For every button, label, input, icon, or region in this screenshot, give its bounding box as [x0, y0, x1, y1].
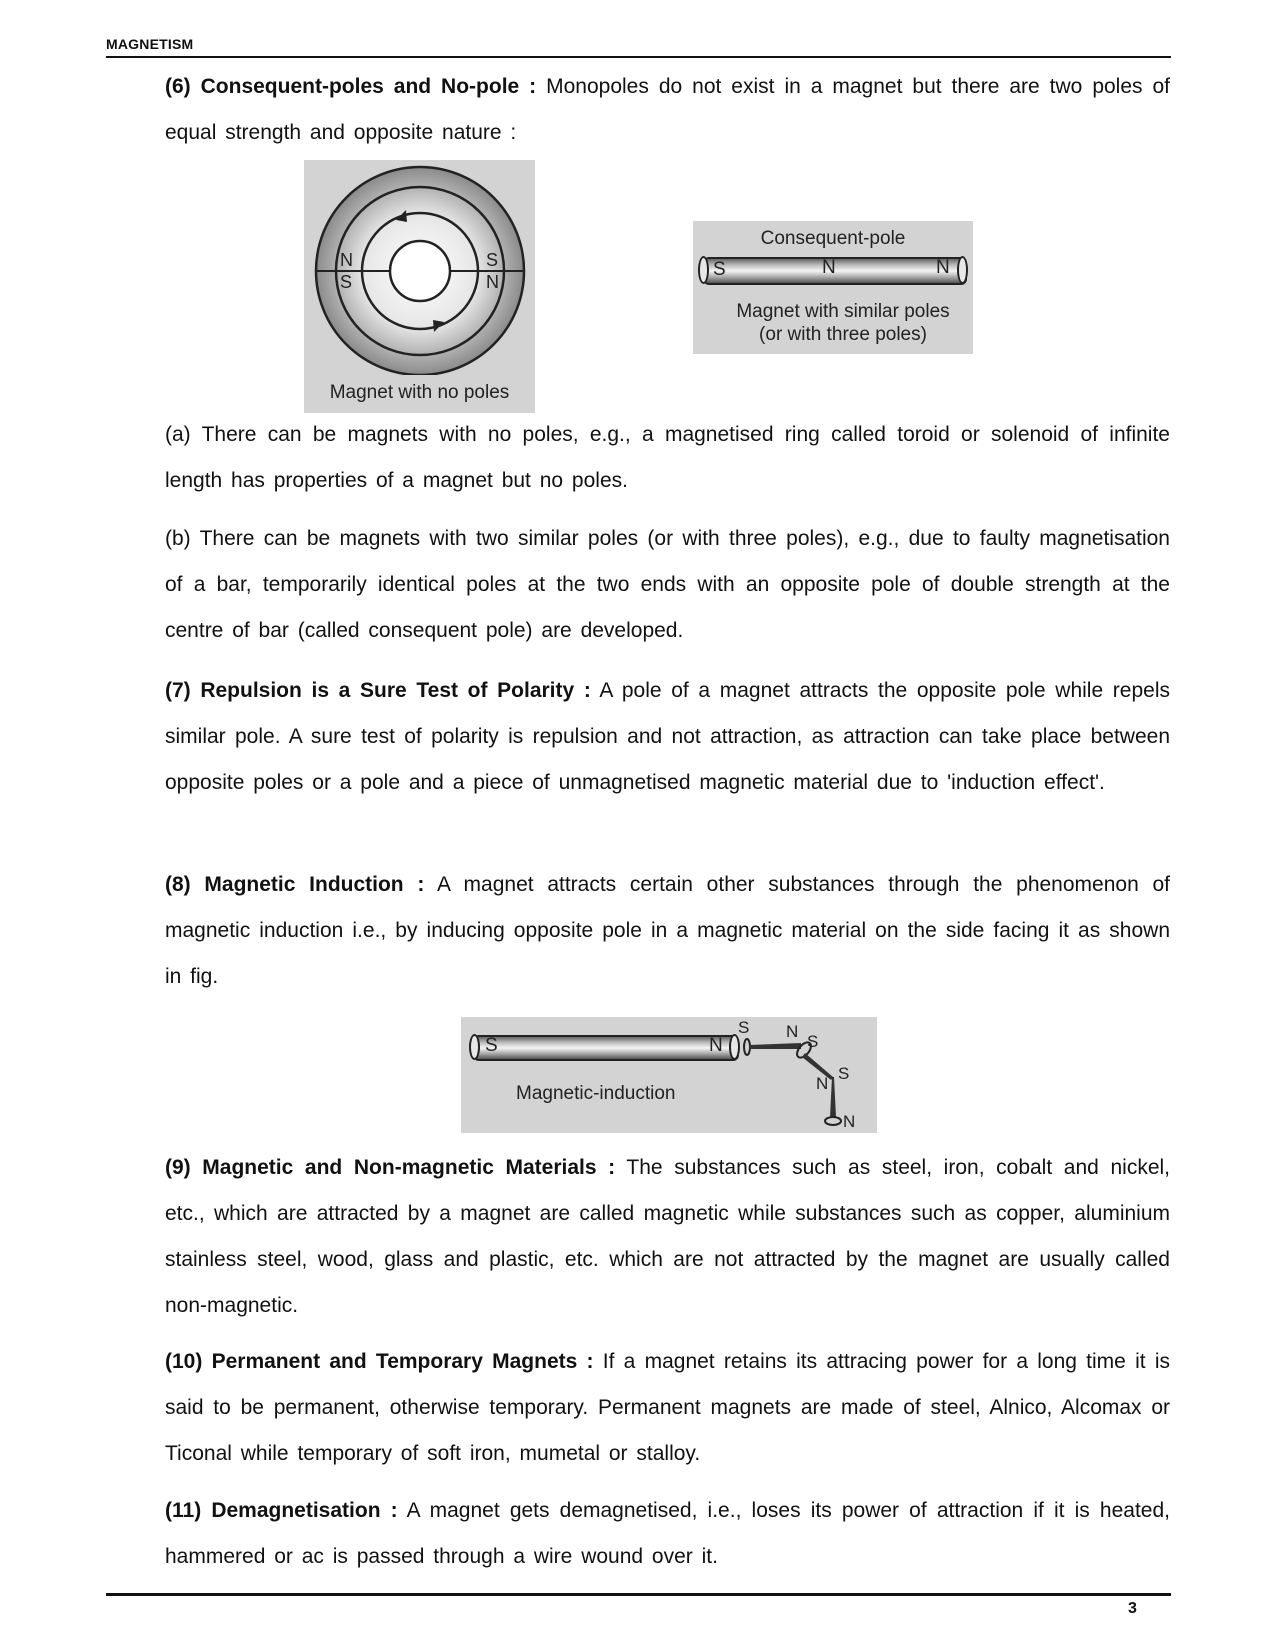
figure-ring-magnet [304, 160, 535, 413]
section-11-paragraph [165, 1488, 1170, 1580]
section-7-text: A pole of a magnet attracts the opposite pole while repels similar pole. A sure test of polarity is repulsion and not attraction, as attraction can take place between opposite poles or a pole and a piece of unmagnetised magnetic material due to 'induction effect'. [165, 679, 1170, 794]
induction-nails-diagram [461, 1017, 877, 1133]
section-6-text: Monopoles do not exist in a magnet but there are two poles of equal strength and opposite nature : [165, 75, 1170, 144]
section-9-paragraph [165, 1145, 1170, 1329]
section-11-heading: (11) Demagnetisation : [165, 1499, 398, 1522]
pole-label-centre: N [822, 257, 836, 278]
footer-rule [106, 1593, 1171, 1596]
nail1-label-s: S [738, 1018, 750, 1037]
nail2-label-s: S [807, 1032, 819, 1051]
section-6b-paragraph: (b) There can be magnets with two similar poles (or with three poles), e.g., due to faulty magnetisation of a bar, temporarily identical poles at the two ends with an opposite pole of double strength at the centre of bar (called consequent pole) are developed. [165, 527, 1170, 642]
ring-right-label-top: S [486, 250, 499, 270]
ring-left-label-bottom: S [340, 272, 353, 292]
page-number: 3 [1128, 1600, 1137, 1617]
bar-magnet-left-end [698, 256, 709, 284]
section-6a-paragraph: (a) There can be magnets with no poles, e.g., a magnetised ring called toroid or solenoid of infinite length has properties of a magnet but no poles. [165, 423, 1170, 492]
section-10-heading: (10) Permanent and Temporary Magnets : [165, 1350, 594, 1373]
section-10-paragraph [165, 1339, 1170, 1477]
section-7-heading: (7) Repulsion is a Sure Test of Polarity : [165, 679, 591, 702]
header-rule [106, 56, 1171, 58]
nail1-label-n: N [786, 1022, 799, 1041]
section-9-text: The substances such as steel, iron, cobalt and nickel, etc., which are attracted by a magnet are called magnetic while substances such as copper, aluminium stainless steel, wood, glass and plastic, etc. which are not attracted by the magnet are usually called non-magnetic. [165, 1156, 1170, 1317]
bar-magnet-right-end [957, 256, 968, 284]
ring-right-label-bottom: N [486, 272, 499, 292]
ring-magnet-diagram [304, 160, 535, 375]
running-header: MAGNETISM [106, 36, 194, 52]
section-8-heading: (8) Magnetic Induction : [165, 873, 425, 896]
pole-label-right: N [936, 257, 950, 278]
section-6-heading: (6) Consequent-poles and No-pole : [165, 75, 537, 98]
nail3-label-s: S [838, 1064, 850, 1083]
figure-consequent-pole [693, 221, 973, 354]
section-8-text: A magnet attracts certain other substances through the phenomenon of magnetic induction i.e., by inducing opposite pole in a magnetic material on the side facing it as shown in fig. [165, 873, 1170, 988]
pole-label-left: S [713, 259, 726, 280]
section-7-paragraph [165, 668, 1170, 806]
ring-left-label-top: N [340, 250, 353, 270]
section-6-paragraph [165, 64, 1170, 156]
induction-figure-caption: Magnetic-induction [516, 1083, 676, 1104]
nail3-label-n: N [843, 1112, 856, 1131]
section-8-paragraph [165, 862, 1170, 1000]
section-11-text: A magnet gets demagnetised, i.e., loses its power of attraction if it is heated, hammered or ac is passed through a wire wound over it. [165, 1499, 1170, 1568]
induction-bar-pole-n: N [709, 1035, 723, 1056]
section-9-heading: (9) Magnetic and Non-magnetic Materials : [165, 1156, 616, 1179]
consequent-caption-line-2: (or with three poles) [759, 324, 927, 345]
section-10-text: If a magnet retains its attracing power for a long time it is said to be permanent, otherwise temporary. Permanent magnets are made of steel, Alnico, Alcomax or Ticonal while temporary of soft iron, mumetal or stalloy. [165, 1350, 1170, 1465]
figure-magnetic-induction [461, 1017, 877, 1133]
ring-figure-caption: Magnet with no poles [329, 382, 510, 403]
nail2-label-n: N [816, 1074, 829, 1093]
consequent-caption-line-1: Magnet with similar poles [736, 301, 950, 322]
consequent-pole-title: Consequent-pole [760, 228, 906, 249]
induction-bar-pole-s: S [485, 1035, 498, 1056]
